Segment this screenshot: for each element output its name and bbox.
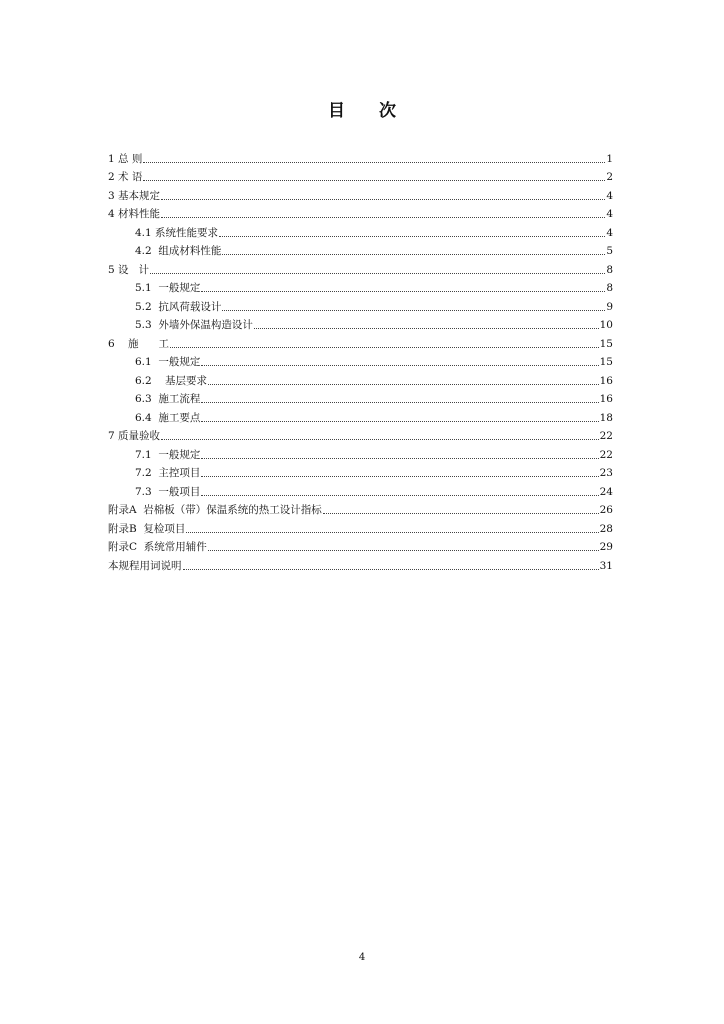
toc-entry-label: 附录A 岩棉板（带）保温系统的热工设计指标 [108, 504, 322, 516]
toc-entry-page: 22 [599, 448, 613, 461]
toc-entry-label: 6.2 基层要求 [135, 374, 208, 387]
toc-dot-leader [143, 161, 605, 163]
toc-entry-label: 6.1 一般规定 [135, 356, 201, 368]
toc-entry-page: 22 [599, 430, 613, 442]
toc-entry-page: 31 [599, 559, 613, 572]
toc-entry-label: 5 设 计 [108, 263, 150, 276]
toc-dot-leader [143, 179, 605, 181]
toc-entry-page: 4 [606, 226, 613, 239]
toc-entry-page: 23 [599, 467, 613, 479]
page-number: 4 [358, 952, 366, 963]
toc-entry[interactable] [108, 313, 613, 332]
toc-entry-label: 4 材料性能 [108, 208, 161, 220]
toc-entry[interactable] [108, 146, 613, 165]
page-title: 目 次 [328, 101, 410, 121]
toc-entry[interactable] [108, 165, 613, 184]
toc-entry-label: 4.1 系统性能要求 [135, 226, 219, 239]
toc-entry-label: 7.2 主控项目 [135, 467, 201, 479]
toc-entry-label: 5.2 抗风荷载设计 [135, 300, 222, 313]
toc-entry[interactable] [108, 294, 613, 313]
toc-entry[interactable] [108, 442, 613, 461]
toc-entry-page: 16 [599, 393, 613, 405]
toc-entry-label: 5.1 一般规定 [135, 282, 201, 294]
toc-entry-page: 4 [606, 189, 613, 202]
toc-dot-leader [323, 512, 599, 514]
toc-entry[interactable] [108, 535, 613, 554]
toc-entry[interactable] [108, 183, 613, 202]
toc-entry-label: 附录B 复检项目 [108, 522, 186, 535]
toc-entry[interactable] [108, 368, 613, 387]
toc-entry[interactable] [108, 479, 613, 498]
toc-dot-leader [170, 346, 599, 348]
toc-entry-page: 18 [599, 411, 613, 424]
toc-entry[interactable] [108, 239, 613, 258]
toc-dot-leader [201, 364, 598, 366]
toc-dot-leader [208, 549, 599, 551]
toc-entry-label: 本规程用词说明 [108, 559, 182, 572]
toc-entry[interactable] [108, 461, 613, 480]
toc-entry-label: 6.4 施工要点 [135, 411, 201, 424]
toc-entry-label: 附录C 系统常用辅件 [108, 541, 207, 553]
toc-entry-page: 8 [606, 263, 613, 276]
toc-entry-page: 4 [606, 208, 613, 220]
toc-entry-page: 2 [606, 171, 613, 183]
toc-entry[interactable] [108, 202, 613, 221]
toc-entry-label: 2 术 语 [108, 171, 143, 183]
toc-entry-label: 6 施 工 [108, 337, 170, 350]
toc-entry-page: 24 [599, 485, 613, 498]
toc-entry-page: 26 [599, 504, 613, 516]
toc-entry-page: 10 [599, 319, 613, 331]
toc-entry[interactable] [108, 553, 613, 572]
table-of-contents [108, 146, 613, 572]
toc-dot-leader [161, 198, 605, 200]
toc-entry[interactable] [108, 516, 613, 535]
toc-entry[interactable] [108, 498, 613, 517]
toc-entry-label: 5.3 外墙外保温构造设计 [135, 319, 253, 331]
toc-dot-leader [254, 327, 599, 329]
toc-entry-page: 15 [599, 356, 613, 368]
toc-dot-leader [219, 235, 605, 237]
toc-entry-label: 3 基本规定 [108, 189, 161, 202]
toc-dot-leader [201, 420, 598, 422]
toc-entry[interactable] [108, 276, 613, 295]
toc-entry[interactable] [108, 387, 613, 406]
toc-entry-page: 16 [599, 374, 613, 387]
toc-dot-leader [183, 568, 599, 570]
toc-entry-label: 7.1 一般规定 [135, 448, 201, 461]
toc-entry-label: 7 质量验收 [108, 430, 161, 442]
toc-entry[interactable] [108, 405, 613, 424]
toc-entry-label: 1 总 则 [108, 152, 143, 165]
toc-dot-leader [201, 457, 598, 459]
toc-entry[interactable] [108, 257, 613, 276]
toc-dot-leader [201, 290, 605, 292]
toc-entry-label: 4.2 组成材料性能 [135, 245, 222, 257]
toc-dot-leader [222, 253, 605, 255]
toc-entry-page: 5 [606, 245, 613, 257]
toc-entry-page: 28 [599, 522, 613, 535]
toc-entry-page: 29 [599, 541, 613, 553]
toc-entry[interactable] [108, 350, 613, 369]
toc-entry[interactable] [108, 424, 613, 443]
toc-entry-label: 7.3 一般项目 [135, 485, 201, 498]
toc-dot-leader [222, 309, 605, 311]
toc-dot-leader [201, 401, 598, 403]
toc-dot-leader [150, 272, 605, 274]
toc-entry-page: 15 [599, 337, 613, 350]
toc-entry-page: 1 [606, 152, 613, 165]
toc-dot-leader [161, 216, 605, 218]
toc-dot-leader [201, 494, 598, 496]
toc-dot-leader [208, 383, 599, 385]
toc-dot-leader [201, 475, 598, 477]
toc-dot-leader [186, 531, 598, 533]
toc-entry[interactable] [108, 220, 613, 239]
toc-entry[interactable] [108, 331, 613, 350]
toc-dot-leader [161, 438, 599, 440]
toc-entry-page: 9 [606, 300, 613, 313]
toc-entry-page: 8 [606, 282, 613, 294]
toc-entry-label: 6.3 施工流程 [135, 393, 201, 405]
